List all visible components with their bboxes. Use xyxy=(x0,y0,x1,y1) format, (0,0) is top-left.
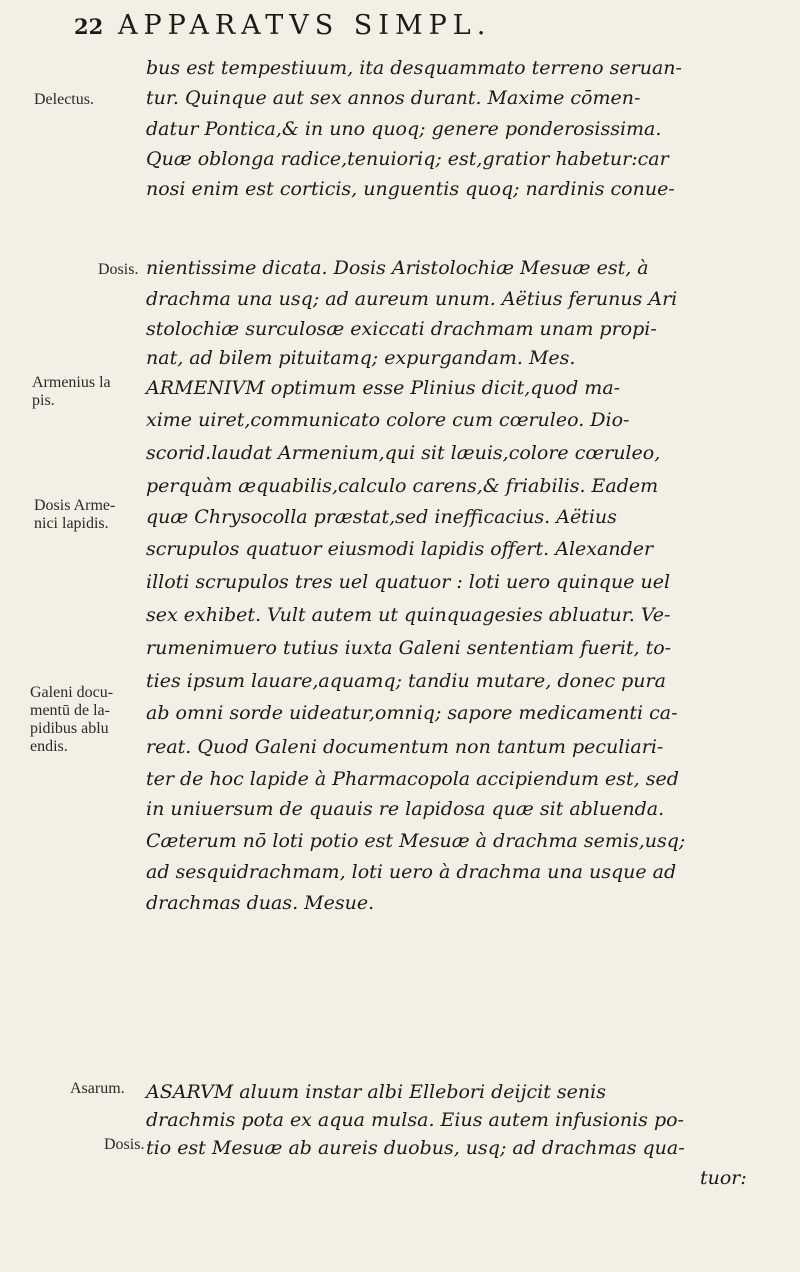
margin-note-dosis-armenici: Dosis Arme- nici lapidis. xyxy=(34,497,116,532)
body-line: ARMENIVM optimum esse Plinius dicit,quod ma- xyxy=(146,377,621,399)
body-line: nat, ad bilem pituitamq; expurgandam. Mes. xyxy=(146,347,576,369)
page-header xyxy=(0,10,800,50)
body-line: scrupulos quatuor eiusmodi lapidis offert. Alexander xyxy=(146,538,654,560)
body-line: xime uiret,communicato colore cum cœruleo. Dio- xyxy=(146,409,630,431)
body-line: ab omni sorde uideatur,omniq; sapore medicamenti ca- xyxy=(146,702,678,724)
body-line: illoti scrupulos tres uel quatuor : loti uero quinque uel xyxy=(146,571,671,593)
body-line: datur Pontica,& in uno quoq; genere ponderosissima. xyxy=(146,118,662,140)
body-line: drachmis pota ex aqua mulsa. Eius autem infusionis po- xyxy=(146,1109,684,1131)
margin-note-galeni-documentum: Galeni docu- mentū de la- pidibus ablu endis. xyxy=(30,684,114,755)
body-line: stolochiæ surculosæ exiccati drachmam unam propi- xyxy=(146,318,657,340)
body-line: ter de hoc lapide à Pharmacopola accipiendum est, sed xyxy=(146,768,679,790)
body-line: Cæterum nō loti potio est Mesuæ à drachma semis,usq; xyxy=(146,830,686,852)
running-title: APPARATVS SIMPL. xyxy=(118,10,492,41)
margin-note-dosis: Dosis. xyxy=(98,261,139,278)
margin-note-asarum: Asarum. xyxy=(70,1080,125,1097)
margin-note-armenius-lapis: Armenius la pis. xyxy=(32,374,111,409)
body-line: scorid.laudat Armenium,qui sit læuis,colore cœruleo, xyxy=(146,442,661,464)
margin-note-dosis-asari: Dosis. xyxy=(104,1136,145,1153)
body-line: ASARVM aluum instar albi Ellebori deijcit senis xyxy=(146,1081,606,1103)
body-line: ad sesquidrachmam, loti uero à drachma una usque ad xyxy=(146,861,677,883)
body-line: perquàm æquabilis,calculo carens,& friabilis. Eadem xyxy=(146,475,659,497)
body-line: in uniuersum de quauis re lapidosa quæ sit abluenda. xyxy=(146,798,665,820)
body-line: tur. Quinque aut sex annos durant. Maxime cōmen- xyxy=(146,87,641,109)
body-line: quæ Chrysocolla præstat,sed inefficacius. Aëtius xyxy=(146,506,617,528)
margin-note-delectus: Delectus. xyxy=(34,91,94,108)
body-line: reat. Quod Galeni documentum non tantum peculiari- xyxy=(146,736,664,758)
body-line: Quæ oblonga radice,tenuioriq; est,gratior habetur:car xyxy=(146,148,669,170)
body-line: ties ipsum lauare,aquamq; tandiu mutare, donec pura xyxy=(146,670,666,692)
body-line: nientissime dicata. Dosis Aristolochiæ Mesuæ est, à xyxy=(146,257,649,279)
page-number: 22 xyxy=(74,14,104,39)
body-line: rumenimuero tutius iuxta Galeni sententiam fuerit, to- xyxy=(146,637,672,659)
body-line: sex exhibet. Vult autem ut quinquagesies abluatur. Ve- xyxy=(146,604,671,626)
body-line: drachmas duas. Mesue. xyxy=(146,892,375,914)
body-line: tuor: xyxy=(700,1167,747,1189)
body-line: nosi enim est corticis, unguentis quoq; nardinis conue- xyxy=(146,178,675,200)
body-line: drachma una usq; ad aureum unum. Aëtius ferunus Ari xyxy=(146,288,678,310)
body-line: bus est tempestiuum, ita desquammato terreno seruan- xyxy=(146,57,682,79)
body-line: tio est Mesuæ ab aureis duobus, usq; ad drachmas qua- xyxy=(146,1137,685,1159)
